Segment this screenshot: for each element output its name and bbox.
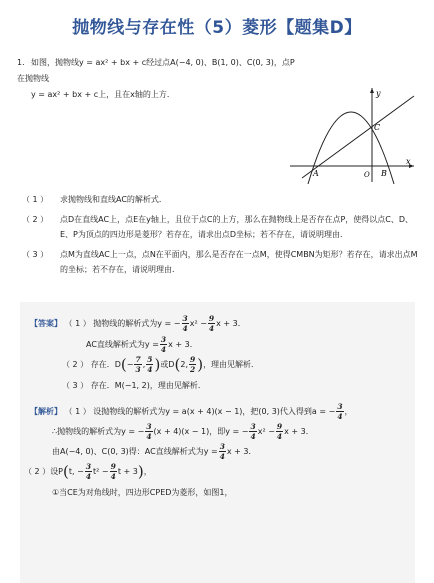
analysis-text: 由A(−4, 0)、C(0, 3)得：AC直线解析式为y = (52, 447, 218, 456)
fraction: $\frac{9}{4}$ (276, 422, 283, 441)
sub-question-number: （ 1 ） (22, 195, 49, 204)
analysis-line-4: （ 2 ）设P(t, − $\frac{3}{4}$ t² − $\frac{9}{4}$ t + 3)， (24, 462, 152, 481)
answer-text: ，理由见解析． (203, 360, 260, 369)
fraction: $\frac{9}{4}$ (208, 314, 215, 333)
fraction: $\frac{3}{4}$ (85, 462, 92, 481)
question-1 (17, 55, 297, 103)
sub-question-text: 点M为直线AC上一点，点N在平面内，那么是否存在一点M，使得CMBN为矩形？若存在，请求出点M的坐标；若不存在，请说明理由． (60, 250, 418, 274)
page-title: 抛物线与存在性（5）菱形【题集D】 (72, 18, 362, 38)
answer-text: 抛物线的解析式为y = − (93, 319, 181, 328)
answer-part-number: （ 1 ） (64, 319, 91, 328)
analysis-text: t, − (68, 467, 84, 476)
answer-text: x + 3． (168, 340, 198, 349)
question-line-2: y = ax² + bx + c上，且在x轴的上方． (31, 90, 175, 99)
fraction: $\frac{3}{4}$ (146, 422, 152, 441)
label-x: x (406, 157, 411, 166)
answer-part-number: （ 3 ） (62, 381, 89, 390)
answer-panel (20, 302, 415, 583)
answer-text: AC直线解析式为y = (86, 340, 159, 349)
label-b: B (381, 169, 387, 178)
answer-line-4 (62, 379, 434, 393)
answer-text: 存在．M(−1, 2)，理由见解析． (90, 381, 206, 390)
label-o: O (364, 171, 370, 179)
analysis-part-number: （ 2 ） (24, 467, 51, 476)
fraction: $\frac{3}{4}$ (160, 335, 167, 354)
question-number: 1. (17, 58, 25, 67)
analysis-text: 设抛物线的解析式为y = a(x + 4)(x − 1)，把(0, 3)代入得到a = − (93, 407, 336, 416)
analysis-text: ， (143, 467, 152, 476)
fraction: $\frac{3}{4}$ (337, 402, 343, 421)
answer-part-number: （ 2 ） (62, 360, 89, 369)
analysis-text: 设P (50, 467, 64, 476)
sub-question-text: 求抛物线和直线AC的解析式． (60, 195, 167, 204)
analysis-text: x² − (257, 427, 275, 436)
fraction: $\frac{3}{4}$ (219, 442, 225, 461)
label-y: y (376, 89, 381, 98)
analysis-part-number: （ 1 ） (64, 407, 91, 416)
fraction: $\frac{9}{2}$ (189, 355, 196, 374)
answer-line-1 (30, 314, 410, 333)
sub-question-1 (22, 192, 418, 207)
analysis-line-3 (52, 442, 432, 461)
fraction: $\frac{7}{3}$ (135, 355, 141, 374)
y-axis-arrow (370, 88, 374, 93)
sub-question-number: （ 3 ） (22, 250, 49, 259)
sub-question-number: （ 2 ） (22, 215, 49, 224)
answer-text: x + 3． (216, 319, 246, 328)
parabola-graph (288, 86, 416, 184)
analysis-text: ∴抛物线的解析式为y = − (52, 427, 145, 436)
label-a: A (313, 169, 319, 178)
sub-question-3 (22, 247, 418, 277)
analysis-text: (x + 4)(x − 1)，即y = − (153, 427, 249, 436)
answer-text: 存在．D (90, 360, 121, 369)
question-line-1: 如图，抛物线y = ax² + bx + c经过点A(−4, 0)、B(1, 0)、C(0, 3)，点P在抛物线 (17, 58, 295, 83)
label-c: C (374, 123, 381, 132)
analysis-tag: 【解析】 (30, 407, 62, 416)
answer-text: x² − (189, 319, 207, 328)
analysis-text: x + 3． (284, 427, 314, 436)
answer-text: 或D (160, 360, 175, 369)
answer-line-2 (86, 335, 434, 354)
sub-question-text: 点D在直线AC上，点E在y轴上，且位于点C的上方，那么在抛物线上是否存在点P，使得以点C、D、E、P为顶点的四边形是菱形？若存在，请求出点D坐标；若不存在，请说明理由． (60, 215, 414, 239)
answer-line-3: （ 2 ） 存在．D(− $\frac{7}{3}$ , $\frac{5}{4}$ )或D(2, $\frac{9}{2}$ )，理由见解析． (62, 355, 260, 374)
analysis-text: t + 3 (117, 467, 138, 476)
analysis-line-2 (52, 422, 432, 441)
answer-tag: 【答案】 (30, 319, 62, 328)
analysis-text: x + 3． (226, 447, 257, 456)
analysis-text: t² − (93, 467, 109, 476)
analysis-text: ， (344, 407, 353, 416)
fraction: $\frac{3}{4}$ (182, 314, 188, 333)
fraction: $\frac{9}{4}$ (110, 462, 116, 481)
fraction: $\frac{5}{4}$ (147, 355, 153, 374)
fraction: $\frac{3}{4}$ (250, 422, 256, 441)
sub-questions (22, 192, 418, 282)
sub-question-2 (22, 212, 418, 242)
analysis-line-5: ①当CE为对角线时，四边形CPED为菱形，如图1， (52, 488, 233, 497)
analysis-line-1 (30, 402, 410, 421)
